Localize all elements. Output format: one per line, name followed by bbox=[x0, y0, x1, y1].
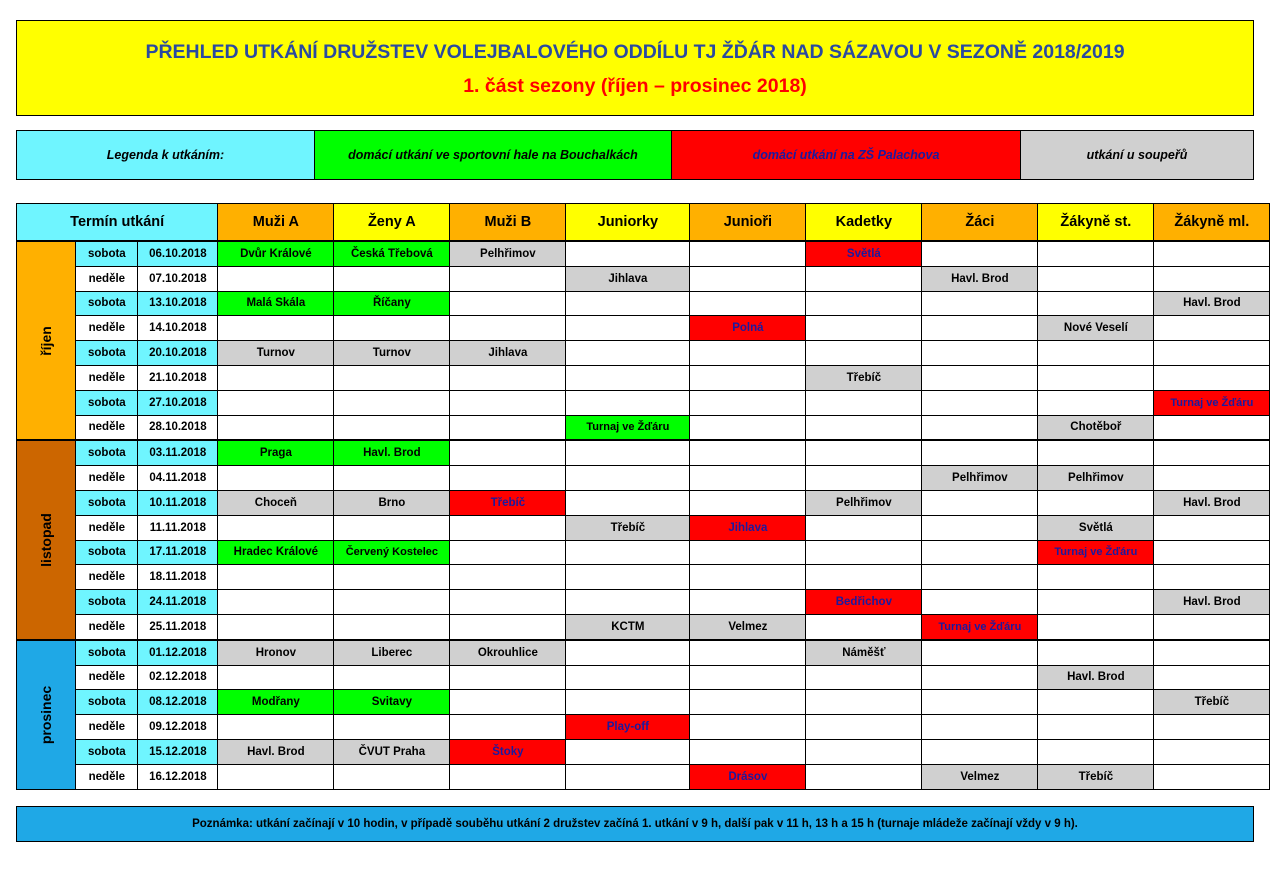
match-cell bbox=[806, 341, 922, 366]
table-row bbox=[17, 690, 1270, 715]
day-cell: sobota bbox=[76, 690, 138, 715]
match-cell: Praga bbox=[218, 440, 334, 465]
match-cell bbox=[806, 665, 922, 690]
match-cell: Jihlava bbox=[450, 341, 566, 366]
match-cell bbox=[450, 291, 566, 316]
match-cell: Turnov bbox=[334, 341, 450, 366]
match-cell bbox=[1154, 266, 1270, 291]
day-cell: neděle bbox=[76, 715, 138, 740]
match-cell bbox=[922, 715, 1038, 740]
table-row bbox=[17, 440, 1270, 465]
month-name: prosinec bbox=[38, 685, 55, 744]
match-cell bbox=[922, 665, 1038, 690]
match-cell bbox=[1154, 466, 1270, 491]
match-cell: Drásov bbox=[690, 764, 806, 789]
match-cell bbox=[566, 440, 690, 465]
match-cell bbox=[922, 390, 1038, 415]
match-cell bbox=[1154, 665, 1270, 690]
match-cell bbox=[690, 291, 806, 316]
match-cell bbox=[566, 690, 690, 715]
date-cell: 18.11.2018 bbox=[138, 565, 218, 590]
match-cell bbox=[922, 440, 1038, 465]
match-cell bbox=[334, 665, 450, 690]
match-cell bbox=[806, 466, 922, 491]
table-row bbox=[17, 640, 1270, 665]
table-row bbox=[17, 390, 1270, 415]
match-cell bbox=[690, 241, 806, 266]
match-cell: Havl. Brod bbox=[922, 266, 1038, 291]
match-cell bbox=[334, 590, 450, 615]
match-cell bbox=[1038, 365, 1154, 390]
table-row bbox=[17, 515, 1270, 540]
match-cell bbox=[806, 515, 922, 540]
table-row bbox=[17, 665, 1270, 690]
match-cell bbox=[806, 614, 922, 639]
table-row bbox=[17, 365, 1270, 390]
match-cell bbox=[922, 316, 1038, 341]
match-cell: Třebíč bbox=[1038, 764, 1154, 789]
day-cell: sobota bbox=[76, 291, 138, 316]
match-cell bbox=[566, 390, 690, 415]
table-row bbox=[17, 565, 1270, 590]
match-cell bbox=[566, 540, 690, 565]
match-cell bbox=[690, 640, 806, 665]
match-cell bbox=[218, 590, 334, 615]
match-cell: Havl. Brod bbox=[1154, 490, 1270, 515]
match-cell bbox=[450, 715, 566, 740]
day-cell: neděle bbox=[76, 665, 138, 690]
match-cell bbox=[1038, 390, 1154, 415]
match-cell bbox=[922, 540, 1038, 565]
match-cell: Havl. Brod bbox=[1154, 590, 1270, 615]
match-cell bbox=[806, 415, 922, 440]
match-cell bbox=[690, 565, 806, 590]
match-cell bbox=[690, 490, 806, 515]
match-cell bbox=[566, 739, 690, 764]
match-cell bbox=[450, 565, 566, 590]
match-cell bbox=[450, 440, 566, 465]
table-row bbox=[17, 614, 1270, 639]
match-cell bbox=[218, 764, 334, 789]
date-cell: 17.11.2018 bbox=[138, 540, 218, 565]
match-cell bbox=[806, 715, 922, 740]
match-cell bbox=[690, 690, 806, 715]
match-cell bbox=[1038, 490, 1154, 515]
table-row bbox=[17, 291, 1270, 316]
schedule-table bbox=[16, 203, 1270, 790]
match-cell: Třebíč bbox=[450, 490, 566, 515]
match-cell bbox=[690, 739, 806, 764]
title-banner bbox=[16, 20, 1254, 116]
column-header: Žákyně ml. bbox=[1154, 204, 1270, 242]
match-cell bbox=[1154, 565, 1270, 590]
legend-red: domácí utkání na ZŠ Palachova bbox=[672, 131, 1021, 179]
day-cell: sobota bbox=[76, 640, 138, 665]
match-cell bbox=[450, 665, 566, 690]
match-cell bbox=[922, 640, 1038, 665]
date-cell: 09.12.2018 bbox=[138, 715, 218, 740]
match-cell bbox=[218, 665, 334, 690]
match-cell bbox=[334, 764, 450, 789]
column-header: Kadetky bbox=[806, 204, 922, 242]
match-cell bbox=[690, 341, 806, 366]
match-cell: KCTM bbox=[566, 614, 690, 639]
match-cell bbox=[1038, 241, 1154, 266]
match-cell bbox=[806, 540, 922, 565]
match-cell bbox=[1154, 241, 1270, 266]
match-cell bbox=[450, 316, 566, 341]
date-cell: 03.11.2018 bbox=[138, 440, 218, 465]
match-cell: Nové Veselí bbox=[1038, 316, 1154, 341]
match-cell bbox=[450, 540, 566, 565]
match-cell bbox=[1154, 316, 1270, 341]
legend-label: Legenda k utkáním: bbox=[17, 131, 315, 179]
month-label bbox=[17, 640, 76, 789]
match-cell bbox=[334, 565, 450, 590]
match-cell bbox=[806, 565, 922, 590]
table-row bbox=[17, 540, 1270, 565]
match-cell bbox=[690, 665, 806, 690]
day-cell: neděle bbox=[76, 764, 138, 789]
date-cell: 02.12.2018 bbox=[138, 665, 218, 690]
match-cell: Světlá bbox=[1038, 515, 1154, 540]
date-cell: 11.11.2018 bbox=[138, 515, 218, 540]
match-cell bbox=[566, 565, 690, 590]
match-cell bbox=[334, 266, 450, 291]
match-cell: Chotěboř bbox=[1038, 415, 1154, 440]
date-cell: 27.10.2018 bbox=[138, 390, 218, 415]
match-cell: Turnaj ve Žďáru bbox=[1154, 390, 1270, 415]
day-cell: neděle bbox=[76, 316, 138, 341]
match-cell bbox=[922, 590, 1038, 615]
match-cell: Světlá bbox=[806, 241, 922, 266]
date-cell: 15.12.2018 bbox=[138, 739, 218, 764]
match-cell bbox=[1154, 540, 1270, 565]
table-row bbox=[17, 739, 1270, 764]
match-cell bbox=[1038, 690, 1154, 715]
match-cell bbox=[1038, 640, 1154, 665]
match-cell: Play-off bbox=[566, 715, 690, 740]
match-cell: Havl. Brod bbox=[1038, 665, 1154, 690]
match-cell: Choceň bbox=[218, 490, 334, 515]
date-cell: 06.10.2018 bbox=[138, 241, 218, 266]
match-cell bbox=[566, 490, 690, 515]
match-cell bbox=[450, 390, 566, 415]
match-cell bbox=[922, 690, 1038, 715]
match-cell bbox=[690, 266, 806, 291]
match-cell bbox=[1154, 415, 1270, 440]
match-cell bbox=[450, 690, 566, 715]
day-cell: sobota bbox=[76, 490, 138, 515]
date-cell: 21.10.2018 bbox=[138, 365, 218, 390]
month-name: listopad bbox=[38, 513, 55, 567]
match-cell: Dvůr Králové bbox=[218, 241, 334, 266]
match-cell: Červený Kostelec bbox=[334, 540, 450, 565]
match-cell bbox=[922, 515, 1038, 540]
match-cell: Pelhřimov bbox=[922, 466, 1038, 491]
table-row bbox=[17, 266, 1270, 291]
month-name: říjen bbox=[38, 325, 55, 356]
date-cell: 08.12.2018 bbox=[138, 690, 218, 715]
match-cell bbox=[334, 316, 450, 341]
match-cell bbox=[218, 515, 334, 540]
column-header: Žákyně st. bbox=[1038, 204, 1154, 242]
match-cell bbox=[1038, 715, 1154, 740]
match-cell bbox=[334, 390, 450, 415]
match-cell bbox=[922, 490, 1038, 515]
match-cell: Třebíč bbox=[1154, 690, 1270, 715]
match-cell bbox=[806, 390, 922, 415]
match-cell: Jihlava bbox=[566, 266, 690, 291]
match-cell bbox=[334, 466, 450, 491]
match-cell bbox=[218, 266, 334, 291]
date-cell: 07.10.2018 bbox=[138, 266, 218, 291]
match-cell bbox=[218, 365, 334, 390]
day-cell: sobota bbox=[76, 390, 138, 415]
match-cell: Pelhřimov bbox=[806, 490, 922, 515]
column-header: Žáci bbox=[922, 204, 1038, 242]
term-header: Termín utkání bbox=[17, 204, 218, 242]
match-cell bbox=[334, 365, 450, 390]
match-cell bbox=[806, 316, 922, 341]
page-title: PŘEHLED UTKÁNÍ DRUŽSTEV VOLEJBALOVÉHO ODDÍLU TJ ŽĎÁR NAD SÁZAVOU V SEZONĚ 2018/2019 bbox=[145, 41, 1125, 63]
column-header: Muži A bbox=[218, 204, 334, 242]
match-cell: Turnaj ve Žďáru bbox=[922, 614, 1038, 639]
match-cell bbox=[690, 365, 806, 390]
legend bbox=[16, 130, 1254, 180]
match-cell bbox=[450, 266, 566, 291]
match-cell bbox=[450, 365, 566, 390]
match-cell: Třebíč bbox=[566, 515, 690, 540]
match-cell bbox=[218, 390, 334, 415]
table-row bbox=[17, 715, 1270, 740]
match-cell bbox=[1154, 440, 1270, 465]
match-cell bbox=[1154, 764, 1270, 789]
match-cell bbox=[450, 764, 566, 789]
column-header: Muži B bbox=[450, 204, 566, 242]
match-cell: Havl. Brod bbox=[334, 440, 450, 465]
match-cell bbox=[922, 241, 1038, 266]
match-cell bbox=[1038, 341, 1154, 366]
match-cell bbox=[1154, 341, 1270, 366]
match-cell: Turnaj ve Žďáru bbox=[566, 415, 690, 440]
match-cell bbox=[806, 440, 922, 465]
match-cell bbox=[922, 291, 1038, 316]
match-cell bbox=[1154, 715, 1270, 740]
match-cell bbox=[922, 341, 1038, 366]
match-cell bbox=[218, 614, 334, 639]
date-cell: 24.11.2018 bbox=[138, 590, 218, 615]
day-cell: neděle bbox=[76, 266, 138, 291]
match-cell: Jihlava bbox=[690, 515, 806, 540]
match-cell bbox=[566, 764, 690, 789]
day-cell: neděle bbox=[76, 365, 138, 390]
match-cell bbox=[1038, 614, 1154, 639]
match-cell bbox=[334, 614, 450, 639]
date-cell: 14.10.2018 bbox=[138, 316, 218, 341]
match-cell: Polná bbox=[690, 316, 806, 341]
match-cell: Třebíč bbox=[806, 365, 922, 390]
match-cell bbox=[450, 590, 566, 615]
day-cell: sobota bbox=[76, 440, 138, 465]
match-cell: Bedřichov bbox=[806, 590, 922, 615]
match-cell bbox=[1038, 739, 1154, 764]
match-cell bbox=[1154, 365, 1270, 390]
column-header: Ženy A bbox=[334, 204, 450, 242]
match-cell bbox=[690, 440, 806, 465]
date-cell: 13.10.2018 bbox=[138, 291, 218, 316]
table-row bbox=[17, 316, 1270, 341]
day-cell: sobota bbox=[76, 241, 138, 266]
match-cell: Havl. Brod bbox=[218, 739, 334, 764]
match-cell bbox=[690, 590, 806, 615]
table-row bbox=[17, 341, 1270, 366]
table-row bbox=[17, 590, 1270, 615]
match-cell bbox=[334, 415, 450, 440]
date-cell: 20.10.2018 bbox=[138, 341, 218, 366]
match-cell bbox=[1154, 614, 1270, 639]
page-subtitle: 1. část sezony (říjen – prosinec 2018) bbox=[463, 75, 807, 97]
table-row bbox=[17, 415, 1270, 440]
match-cell bbox=[218, 715, 334, 740]
table-row bbox=[17, 764, 1270, 789]
match-cell bbox=[334, 715, 450, 740]
match-cell bbox=[1154, 640, 1270, 665]
day-cell: sobota bbox=[76, 739, 138, 764]
match-cell bbox=[566, 365, 690, 390]
match-cell bbox=[566, 466, 690, 491]
match-cell bbox=[450, 614, 566, 639]
column-header: Juniorky bbox=[566, 204, 690, 242]
match-cell bbox=[450, 415, 566, 440]
match-cell: Pelhřimov bbox=[1038, 466, 1154, 491]
match-cell: Brno bbox=[334, 490, 450, 515]
day-cell: sobota bbox=[76, 341, 138, 366]
match-cell bbox=[218, 565, 334, 590]
match-cell: Štoky bbox=[450, 739, 566, 764]
day-cell: neděle bbox=[76, 565, 138, 590]
match-cell: Modřany bbox=[218, 690, 334, 715]
match-cell bbox=[806, 739, 922, 764]
match-cell: Turnaj ve Žďáru bbox=[1038, 540, 1154, 565]
match-cell bbox=[1038, 291, 1154, 316]
month-label bbox=[17, 241, 76, 440]
month-label bbox=[17, 440, 76, 639]
match-cell bbox=[566, 640, 690, 665]
day-cell: sobota bbox=[76, 590, 138, 615]
table-row bbox=[17, 466, 1270, 491]
match-cell bbox=[690, 390, 806, 415]
match-cell bbox=[566, 341, 690, 366]
date-cell: 04.11.2018 bbox=[138, 466, 218, 491]
match-cell bbox=[922, 739, 1038, 764]
day-cell: sobota bbox=[76, 540, 138, 565]
match-cell: Svitavy bbox=[334, 690, 450, 715]
match-cell bbox=[566, 291, 690, 316]
match-cell: Havl. Brod bbox=[1154, 291, 1270, 316]
match-cell bbox=[922, 565, 1038, 590]
match-cell: Říčany bbox=[334, 291, 450, 316]
date-cell: 10.11.2018 bbox=[138, 490, 218, 515]
table-header-row bbox=[17, 204, 1270, 242]
match-cell: Malá Skála bbox=[218, 291, 334, 316]
match-cell: Náměšť bbox=[806, 640, 922, 665]
match-cell bbox=[922, 415, 1038, 440]
match-cell: Turnov bbox=[218, 341, 334, 366]
match-cell bbox=[690, 466, 806, 491]
match-cell bbox=[806, 291, 922, 316]
match-cell: Česká Třebová bbox=[334, 241, 450, 266]
match-cell bbox=[1038, 565, 1154, 590]
day-cell: neděle bbox=[76, 515, 138, 540]
match-cell: ČVUT Praha bbox=[334, 739, 450, 764]
match-cell bbox=[566, 316, 690, 341]
date-cell: 28.10.2018 bbox=[138, 415, 218, 440]
match-cell bbox=[450, 466, 566, 491]
match-cell bbox=[1038, 266, 1154, 291]
match-cell bbox=[690, 715, 806, 740]
match-cell: Pelhřimov bbox=[450, 241, 566, 266]
column-header: Junioři bbox=[690, 204, 806, 242]
match-cell bbox=[218, 316, 334, 341]
table-row bbox=[17, 490, 1270, 515]
date-cell: 25.11.2018 bbox=[138, 614, 218, 639]
day-cell: neděle bbox=[76, 614, 138, 639]
match-cell: Velmez bbox=[690, 614, 806, 639]
legend-green: domácí utkání ve sportovní hale na Bouchalkách bbox=[315, 131, 672, 179]
day-cell: neděle bbox=[76, 466, 138, 491]
match-cell bbox=[218, 415, 334, 440]
match-cell bbox=[334, 515, 450, 540]
match-cell bbox=[566, 241, 690, 266]
match-cell bbox=[922, 365, 1038, 390]
match-cell bbox=[1038, 590, 1154, 615]
match-cell bbox=[566, 665, 690, 690]
match-cell bbox=[690, 415, 806, 440]
schedule-body bbox=[17, 241, 1270, 789]
match-cell: Hronov bbox=[218, 640, 334, 665]
match-cell bbox=[1154, 739, 1270, 764]
date-cell: 16.12.2018 bbox=[138, 764, 218, 789]
match-cell bbox=[566, 590, 690, 615]
date-cell: 01.12.2018 bbox=[138, 640, 218, 665]
match-cell: Velmez bbox=[922, 764, 1038, 789]
match-cell: Liberec bbox=[334, 640, 450, 665]
match-cell bbox=[1154, 515, 1270, 540]
footnote: Poznámka: utkání začínají v 10 hodin, v případě souběhu utkání 2 družstev začíná 1. utkání v 9 h, další pak v 11 h, 13 h a 15 h (turnaje mládeže začínají vždy v 9 h). bbox=[16, 806, 1254, 842]
match-cell: Hradec Králové bbox=[218, 540, 334, 565]
match-cell bbox=[1038, 440, 1154, 465]
match-cell bbox=[806, 266, 922, 291]
table-row bbox=[17, 241, 1270, 266]
day-cell: neděle bbox=[76, 415, 138, 440]
legend-grey: utkání u soupeřů bbox=[1021, 131, 1253, 179]
match-cell bbox=[806, 764, 922, 789]
match-cell bbox=[218, 466, 334, 491]
match-cell bbox=[450, 515, 566, 540]
match-cell bbox=[806, 690, 922, 715]
match-cell bbox=[690, 540, 806, 565]
match-cell: Okrouhlice bbox=[450, 640, 566, 665]
